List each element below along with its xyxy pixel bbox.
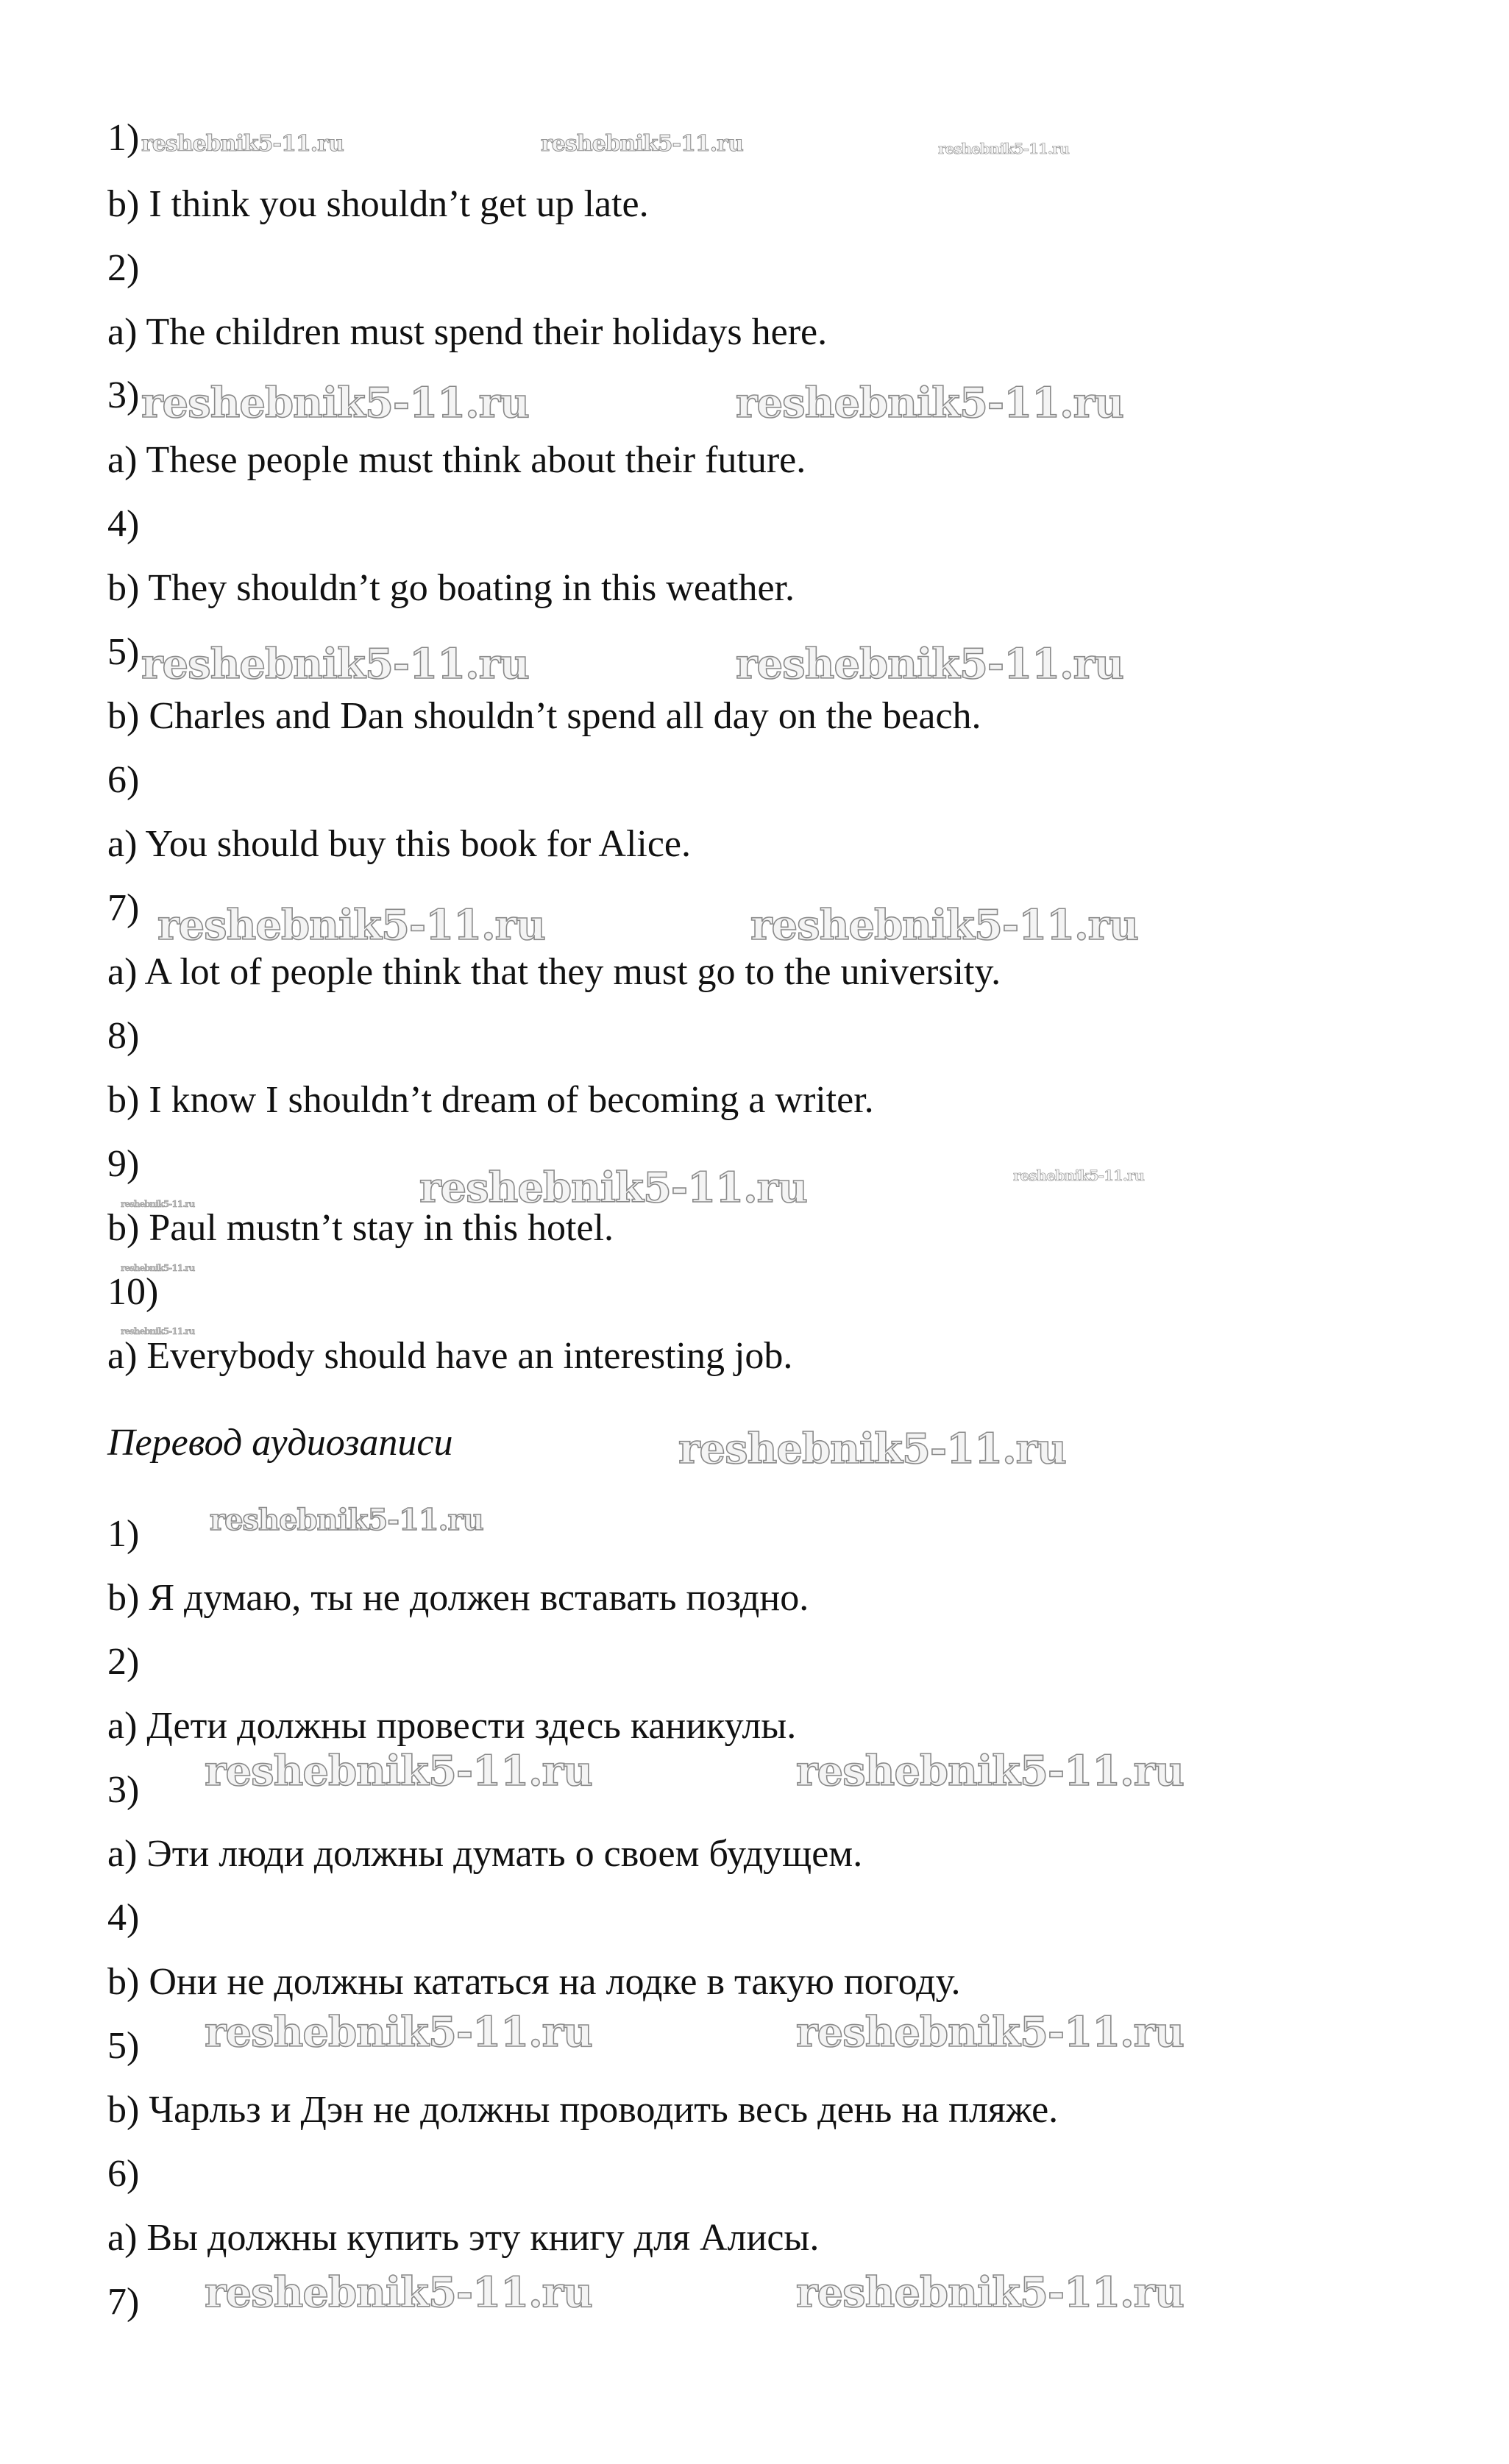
item-number: 3) — [107, 374, 140, 416]
translation-heading: Перевод аудиозаписи — [107, 1422, 453, 1464]
watermark: reshebnik5-11.ru — [796, 2008, 1184, 2057]
answer-line: b) They shouldn’t go boating in this weather. — [107, 567, 795, 609]
item-number: 2) — [107, 247, 140, 289]
item-number: 7) — [107, 887, 140, 929]
watermark: reshebnik5-11.ru — [121, 1199, 195, 1209]
answer-line: b) Paul mustn’t stay in this hotel. — [107, 1207, 614, 1249]
answer-line: a) Эти люди должны думать о своем будущем. — [107, 1833, 863, 1875]
item-number: 5) — [107, 631, 140, 673]
item-number: 4) — [107, 503, 140, 545]
answer-line: a) Дети должны провести здесь каникулы. — [107, 1705, 797, 1747]
item-number: 7) — [107, 2281, 140, 2323]
item-number: 1) — [107, 117, 140, 159]
item-number: 6) — [107, 759, 140, 801]
item-number: 4) — [107, 1897, 140, 1939]
answer-line: a) These people must think about their future. — [107, 439, 806, 481]
watermark: reshebnik5-11.ru — [419, 1164, 807, 1212]
answer-line: b) Чарльз и Дэн не должны проводить весь день на пляже. — [107, 2089, 1059, 2131]
watermark: reshebnik5-11.ru — [1013, 1167, 1144, 1184]
watermark: reshebnik5-11.ru — [736, 379, 1123, 427]
answer-line: a) The children must spend their holidays here. — [107, 311, 828, 353]
watermark: reshebnik5-11.ru — [678, 1425, 1066, 1473]
answer-line: a) A lot of people think that they must go to the university. — [107, 951, 1001, 993]
watermark: reshebnik5-11.ru — [121, 1326, 195, 1336]
watermark: reshebnik5-11.ru — [796, 1747, 1184, 1795]
watermark: reshebnik5-11.ru — [541, 131, 743, 157]
watermark: reshebnik5-11.ru — [736, 640, 1123, 688]
answer-line: b) Я думаю, ты не должен вставать поздно. — [107, 1577, 809, 1619]
item-number: 10) — [107, 1271, 159, 1313]
watermark: reshebnik5-11.ru — [750, 901, 1138, 950]
answer-line: b) I know I shouldn’t dream of becoming a writer. — [107, 1079, 874, 1121]
item-number: 5) — [107, 2025, 140, 2067]
watermark: reshebnik5-11.ru — [157, 901, 545, 950]
answer-line: b) Charles and Dan shouldn’t spend all day on the beach. — [107, 695, 981, 737]
watermark: reshebnik5-11.ru — [141, 379, 529, 427]
watermark: reshebnik5-11.ru — [205, 2268, 592, 2317]
watermark: reshebnik5-11.ru — [141, 131, 344, 157]
answer-line: a) You should buy this book for Alice. — [107, 823, 691, 865]
answer-line: b) I think you shouldn’t get up late. — [107, 183, 649, 225]
item-number: 6) — [107, 2153, 140, 2195]
watermark: reshebnik5-11.ru — [205, 2008, 592, 2057]
item-number: 9) — [107, 1143, 140, 1185]
watermark: reshebnik5-11.ru — [796, 2268, 1184, 2317]
watermark: reshebnik5-11.ru — [210, 1503, 483, 1537]
answer-line: a) Everybody should have an interesting job. — [107, 1335, 793, 1377]
answer-line: b) Они не должны кататься на лодке в такую погоду. — [107, 1961, 961, 2003]
item-number: 3) — [107, 1769, 140, 1811]
item-number: 2) — [107, 1641, 140, 1683]
watermark: reshebnik5-11.ru — [205, 1747, 592, 1795]
watermark: reshebnik5-11.ru — [141, 640, 529, 688]
answer-line: a) Вы должны купить эту книгу для Алисы. — [107, 2217, 820, 2259]
watermark: reshebnik5-11.ru — [121, 1263, 195, 1273]
watermark: reshebnik5-11.ru — [938, 140, 1069, 157]
item-number: 8) — [107, 1015, 140, 1057]
item-number: 1) — [107, 1513, 140, 1555]
